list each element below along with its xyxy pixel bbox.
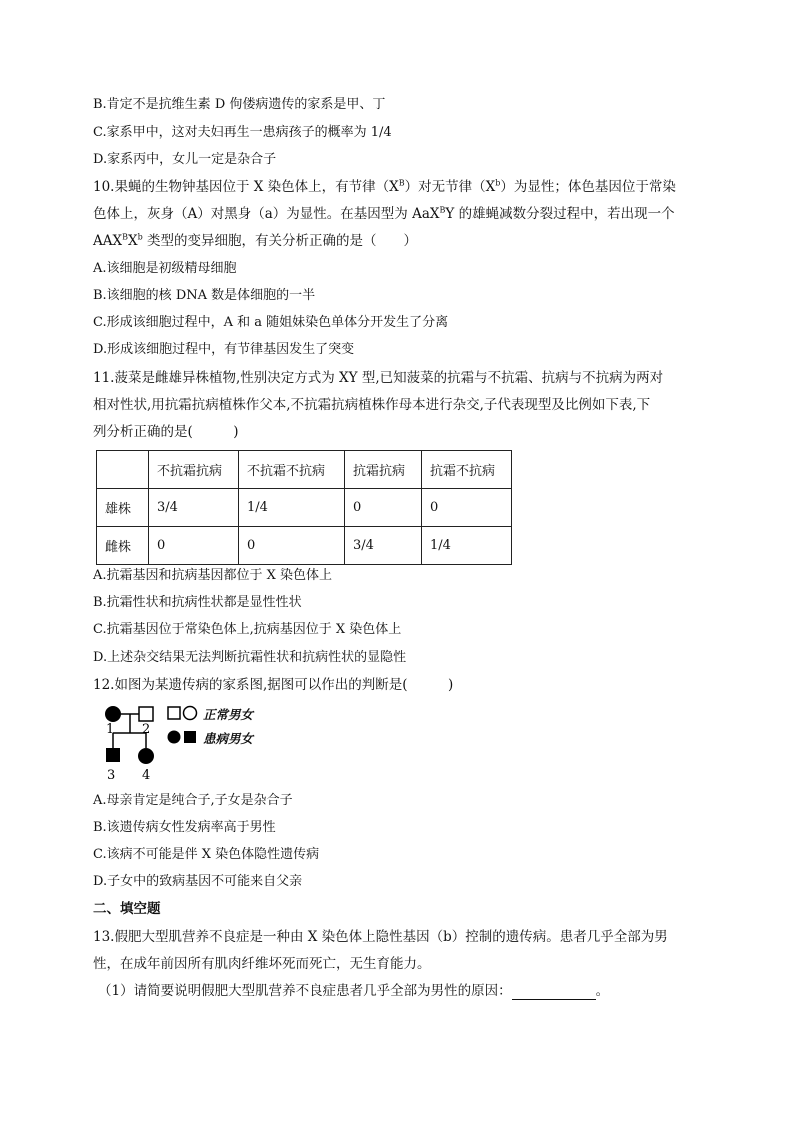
q13-stem-line2: 性，在成年前因所有肌肉纤维坏死而死亡，无生育能力。 bbox=[93, 956, 431, 972]
table-cell: 1/4 bbox=[239, 489, 345, 527]
q11-stem-line3: 列分析正确的是( ) bbox=[93, 424, 239, 440]
individual-number: 4 bbox=[142, 768, 151, 782]
legend-affected-male-icon bbox=[184, 731, 196, 743]
table-cell: 雌株 bbox=[97, 527, 149, 565]
q9-option-c: C.家系甲中，这对夫妇再生一患病孩子的概率为 1/4 bbox=[93, 125, 392, 140]
q10-option-d: D.形成该细胞过程中，有节律基因发生了突变 bbox=[93, 342, 355, 357]
q10-option-c: C.形成该细胞过程中，A 和 a 随姐妹染色单体分开发生了分离 bbox=[93, 315, 449, 330]
table-header-cell: 抗霜抗病 bbox=[345, 451, 422, 489]
table-row bbox=[97, 489, 512, 527]
table-header-cell: 不抗霜不抗病 bbox=[239, 451, 345, 489]
legend-affected-label: 患病男女 bbox=[203, 731, 254, 746]
table-header-cell: 抗霜不抗病 bbox=[422, 451, 512, 489]
individual-number: 1 bbox=[106, 722, 115, 737]
table-header-cell: 不抗霜抗病 bbox=[149, 451, 239, 489]
q11-option-b: B.抗霜性状和抗病性状都是显性性状 bbox=[93, 595, 302, 610]
q11-stem-line1: 11.菠菜是雌雄异株植物,性别决定方式为 XY 型,已知菠菜的抗霜与不抗霜、抗病与不抗病为两对 bbox=[93, 370, 664, 386]
table-cell: 0 bbox=[239, 527, 345, 565]
table-cell: 雄株 bbox=[97, 489, 149, 527]
table-cell: 1/4 bbox=[422, 527, 512, 565]
legend-normal-female-icon bbox=[184, 707, 197, 720]
q9-option-b: B.肯定不是抗维生素 D 佝偻病遗传的家系是甲、丁 bbox=[93, 97, 386, 112]
q9-option-d: D.家系丙中，女儿一定是杂合子 bbox=[93, 152, 277, 167]
table-cell: 3/4 bbox=[149, 489, 239, 527]
q12-option-d: D.子女中的致病基因不可能来自父亲 bbox=[93, 874, 303, 889]
q12-option-b: B.该遗传病女性发病率高于男性 bbox=[93, 820, 276, 835]
affected-male-symbol bbox=[106, 748, 120, 762]
q12-option-a: A.母亲肯定是纯合子,子女是杂合子 bbox=[93, 793, 293, 808]
q10-option-b: B.该细胞的核 DNA 数是体细胞的一半 bbox=[93, 288, 316, 303]
individual-number: 3 bbox=[107, 768, 116, 782]
q12-option-c: C.该病不可能是伴 X 染色体隐性遗传病 bbox=[93, 847, 320, 862]
q11-option-a: A.抗霜基因和抗病基因都位于 X 染色体上 bbox=[93, 568, 333, 583]
affected-female-symbol bbox=[138, 748, 154, 764]
q12-stem: 12.如图为某遗传病的家系图,据图可以作出的判断是( ) bbox=[93, 677, 454, 693]
table-row bbox=[97, 527, 512, 565]
q11-stem-line2: 相对性状,用抗霜抗病植株作父本,不抗霜抗病植株作母本进行杂交,子代表现型及比例如下表,下 bbox=[93, 397, 651, 413]
section-title: 二、填空题 bbox=[93, 901, 161, 917]
table-cell: 0 bbox=[149, 527, 239, 565]
q10-stem-line1: 10.果蝇的生物钟基因位于 X 染色体上，有节律$(X^B)$对无节律$(X^b)$为显性；体色基因位于常染 bbox=[93, 178, 676, 195]
table-cell: 0 bbox=[345, 489, 422, 527]
table-header-cell bbox=[97, 451, 149, 489]
offspring-phenotype-table bbox=[96, 450, 512, 565]
table-header-row bbox=[97, 451, 512, 489]
individual-number: 2 bbox=[142, 722, 151, 737]
answer-blank[interactable] bbox=[512, 985, 596, 1000]
normal-male-symbol bbox=[139, 707, 153, 721]
legend-normal-label: 正常男女 bbox=[203, 707, 254, 722]
q10-stem-line3: $AAX^BX^b$ 类型的变异细胞，有关分析正确的是（ ） bbox=[93, 232, 418, 249]
q10-stem-line2: 色体上，灰身（A）对黑身（a）为显性。在基因型为 AaX$^B$Y 的雄蝇减数分裂过程中，若出现一个 bbox=[93, 205, 675, 222]
q10-option-a: A.该细胞是初级精母细胞 bbox=[93, 261, 237, 276]
legend-normal-male-icon bbox=[168, 707, 180, 719]
table-cell: 0 bbox=[422, 489, 512, 527]
legend-affected-female-icon bbox=[168, 731, 181, 744]
table-cell: 3/4 bbox=[345, 527, 422, 565]
q13-stem-line1: 13.假肥大型肌营养不良症是一种由 X 染色体上隐性基因（b）控制的遗传病。患者几乎全部为男 bbox=[93, 929, 668, 945]
q13-subquestion-1: （1）请简要说明假肥大型肌营养不良症患者几乎全部为男性的原因： 。 bbox=[98, 983, 610, 999]
q11-option-d: D.上述杂交结果无法判断抗霜性状和抗病性状的显隐性 bbox=[93, 650, 407, 665]
affected-female-symbol bbox=[105, 706, 121, 722]
q11-option-c: C.抗霜基因位于常染色体上,抗病基因位于 X 染色体上 bbox=[93, 622, 402, 637]
